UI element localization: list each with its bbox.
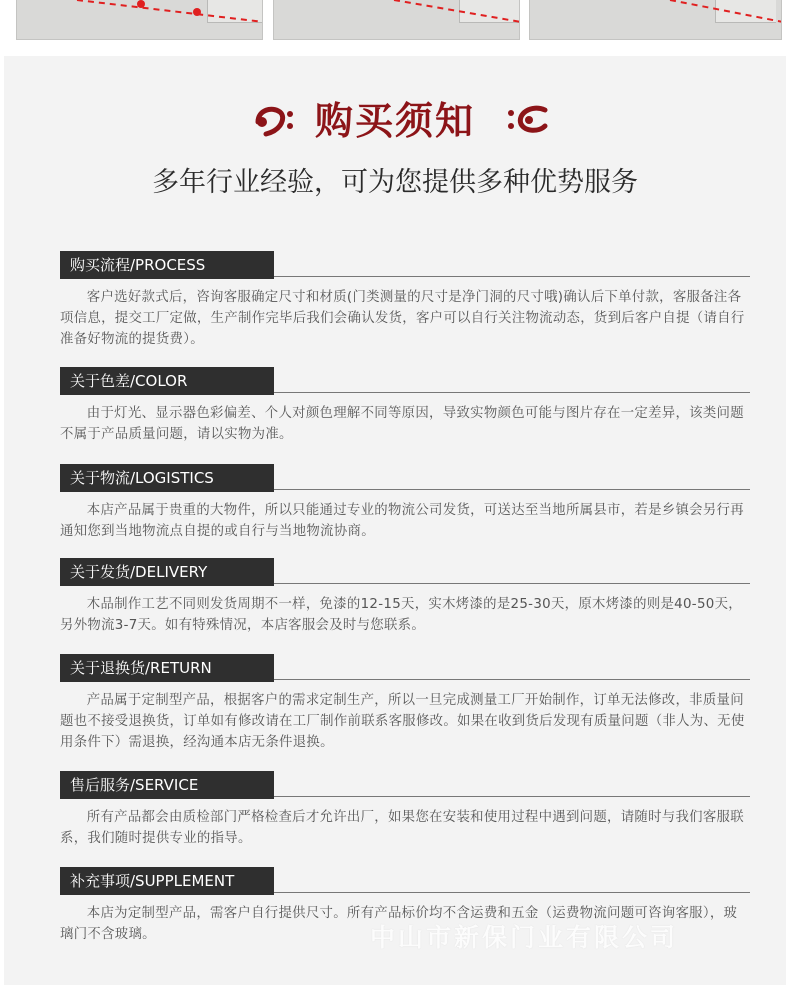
divider <box>274 892 750 893</box>
section-body: 本店为定制型产品，需客户自行提供尺寸。所有产品标价均不含运费和五金（运费物流问题可咨询客服），玻璃门不含玻璃。 <box>60 906 738 942</box>
divider <box>274 392 750 393</box>
section-color <box>60 367 750 445</box>
product-thumbnail[interactable] <box>16 0 263 40</box>
section-body: 产品属于定制型产品，根据客户的需求定制生产，所以一旦完成测量工厂开始制作，订单无法修改，非质量问题也不接受退换货，订单如有修改请在工厂制作前联系客服修改。如果在收到货后发现有质量问题（非人为、无使用条件下）需退换，经沟通本店无条件退换。 <box>60 693 745 750</box>
section-return <box>60 654 750 753</box>
section-logistics <box>60 464 750 542</box>
section-header: 关于色差/COLOR <box>60 367 274 395</box>
title-text: 购买须知 <box>314 99 475 143</box>
divider <box>274 276 750 277</box>
section-header: 关于退换货/RETURN <box>60 654 274 682</box>
section-process <box>60 251 750 350</box>
divider <box>274 679 750 680</box>
product-thumbnail[interactable] <box>529 0 782 40</box>
page-title <box>0 94 790 148</box>
section-body: 本店产品属于贵重的大物件，所以只能通过专业的物流公司发货，可送达至当地所属县市，若是乡镇会另行再通知您到当地物流点自提的或自行与当地物流协商。 <box>60 503 744 539</box>
section-header: 关于物流/LOGISTICS <box>60 464 274 492</box>
section-header: 补充事项/SUPPLEMENT <box>60 867 274 895</box>
section-body: 客户选好款式后，咨询客服确定尺寸和材质(门类测量的尺寸是净门洞的尺寸哦)确认后下单付款，客服备注各项信息，提交工厂定做，生产制作完毕后我们会确认发货，客户可以自行关注物流动态，货到后客户自提（请自行准备好物流的提货费）。 <box>60 290 745 347</box>
section-header: 购买流程/PROCESS <box>60 251 274 279</box>
company-watermark: 中山市新保门业有限公司 <box>370 923 679 952</box>
section-body: 所有产品都会由质检部门严格检查后才允许出厂，如果您在安装和使用过程中遇到问题，请随时与我们客服联系，我们随时提供专业的指导。 <box>60 810 744 846</box>
section-header: 关于发货/DELIVERY <box>60 558 274 586</box>
subtitle: 多年行业经验，可为您提供多种优势服务 <box>152 167 638 198</box>
measure-line-icon <box>17 0 263 40</box>
section-body: 由于灯光、显示器色彩偏差、个人对颜色理解不同等原因，导致实物颜色可能与图片存在一定差异，该类问题不属于产品质量问题，请以实物为准。 <box>60 406 744 442</box>
section-body: 木品制作工艺不同则发货周期不一样，免漆的12-15天，实木烤漆的是25-30天，原木烤漆的则是40-50天，另外物流3-7天。如有特殊情况，本店客服会及时与您联系。 <box>60 597 742 633</box>
product-thumbnail-strip <box>0 0 790 46</box>
measure-line-icon <box>530 0 782 40</box>
measure-line-icon <box>274 0 520 40</box>
section-delivery <box>60 558 750 636</box>
divider <box>274 796 750 797</box>
section-header: 售后服务/SERVICE <box>60 771 274 799</box>
divider <box>274 489 750 490</box>
product-thumbnail[interactable] <box>273 0 520 40</box>
section-service <box>60 771 750 849</box>
flourish-icon <box>505 100 551 140</box>
divider <box>274 583 750 584</box>
